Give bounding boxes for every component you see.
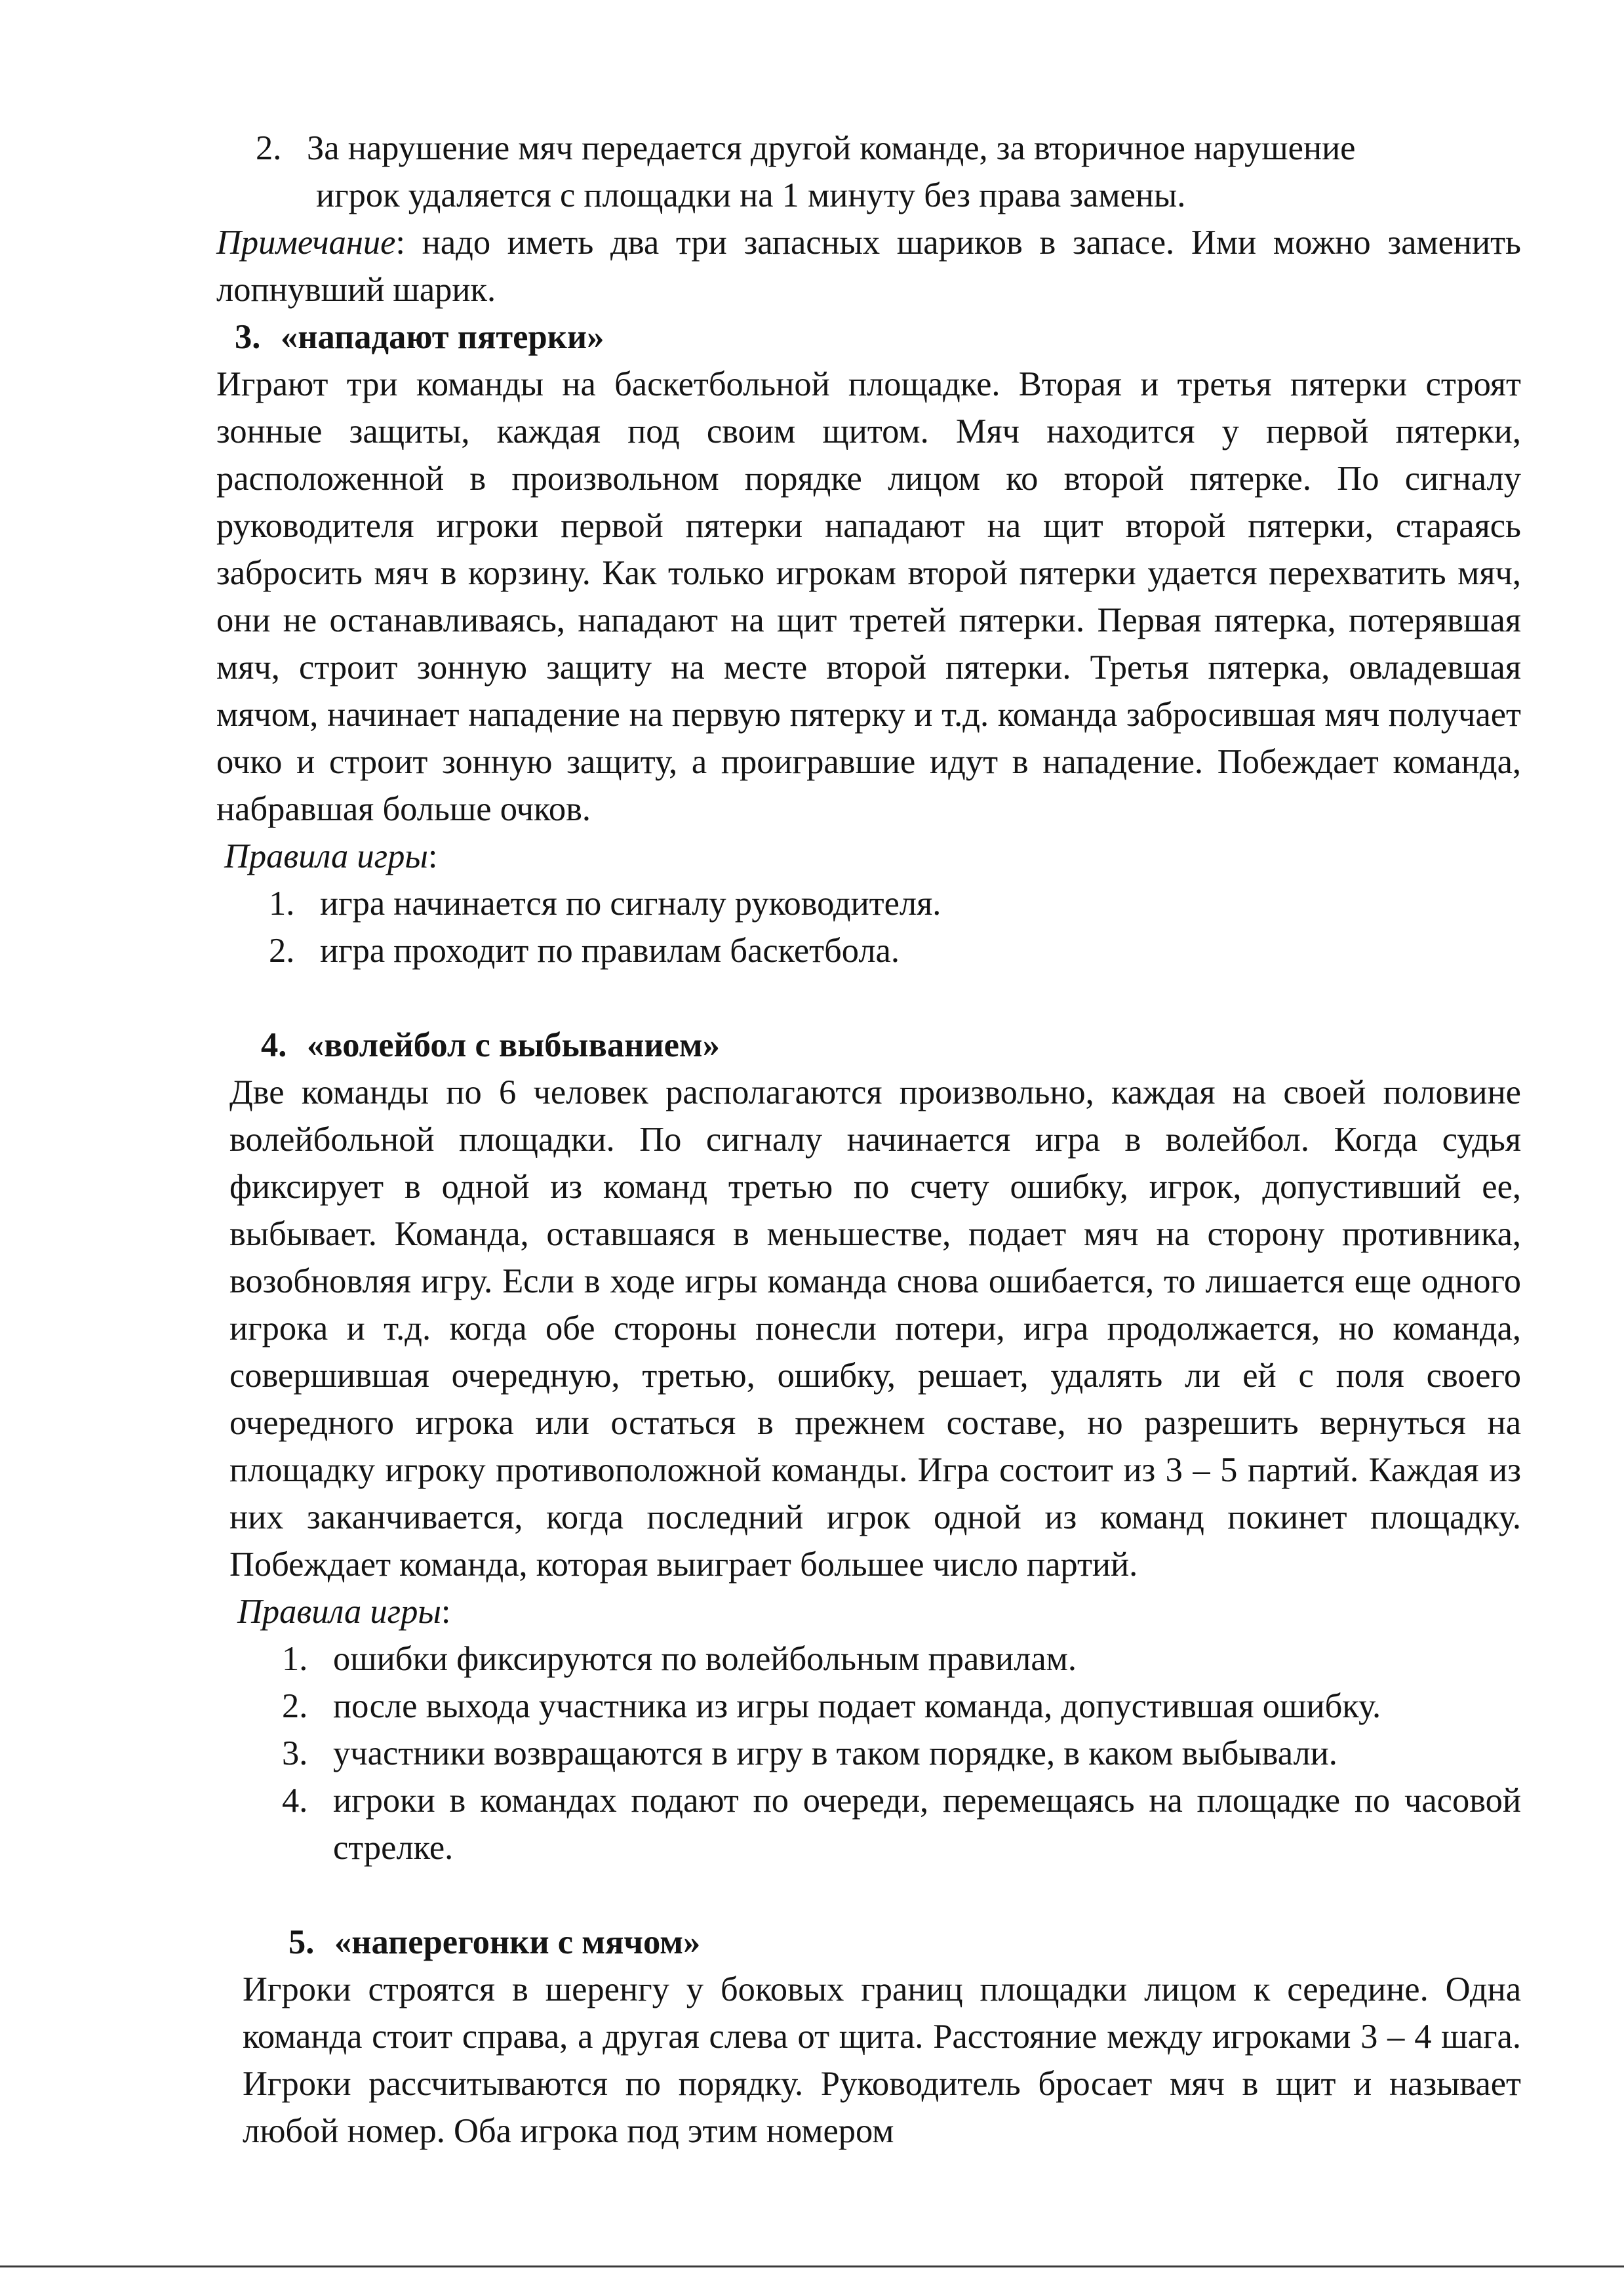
note-paragraph (216, 219, 1521, 313)
document-page (216, 125, 1521, 2155)
page-bottom-edge (0, 2265, 1624, 2267)
section-title: «нападают пятерки» (281, 318, 604, 356)
list-item: 4. игроки в командах подают по очереди, перемещаясь на площадке по часовой стрелке. (282, 1782, 1521, 1867)
list-item: 1. ошибки фиксируются по волейбольным правилам. (282, 1640, 1077, 1678)
section-number: 3. (235, 318, 261, 356)
section-3-rules-list (269, 880, 1521, 974)
list-item: 2. после выхода участника из игры подает команда, допустившая ошибку. (282, 1687, 1381, 1725)
spacer (216, 1871, 1521, 1919)
list-text: За нарушение мяч передается другой команде, за вторичное нарушение игрок удаляется с площадки на 1 минуту без права замены. (307, 129, 1356, 214)
section-5-body: Игроки строятся в шеренгу у боковых границ площадки лицом к середине. Одна команда стоит справа, а другая слева от щита. Расстояние между игроками 3 – 4 шага. Игроки рассчитываются по порядку. Руководитель бросает мяч в щит и называет любой номер. Оба игрока под этим номером (243, 1970, 1521, 2150)
section-title: «наперегонки с мячом» (334, 1923, 701, 1961)
section-4-heading (261, 1022, 1521, 1069)
section-4-rules-label: Правила игры: (237, 1593, 451, 1631)
spacer (216, 974, 1521, 1022)
section-5-heading (288, 1919, 1521, 1966)
note-text: : надо иметь два три запасных шариков в запасе. Ими можно заменить лопнувший шарик. (216, 224, 1521, 309)
section-4-rules-list (282, 1635, 1521, 1871)
section-title: «волейбол с выбыванием» (307, 1026, 720, 1064)
intro-list-item (256, 125, 1521, 219)
list-item: 3. участники возвращаются в игру в таком порядке, в каком выбывали. (282, 1734, 1337, 1772)
section-3-heading (235, 313, 1521, 361)
section-4-body: Две команды по 6 человек располагаются произвольно, каждая на своей половине волейбольной площадки. По сигналу начинается игра в волейбол. Когда судья фиксирует в одной из команд третью по счету ошибку, игрок, допустивший ее, выбывает. Команда, оставшаяся в меньшестве, подает мяч на сторону противника, возобновляя игру. Если в ходе игры команда снова ошибается, то лишается еще одного игрока и т.д. когда обе стороны понесли потери, игра продолжается, но команда, совершившая очередную, третью, ошибку, решает, удалять ли ей с поля своего очередного игрока или остаться в прежнем составе, но разрешить вернуться на площадку игроку противоположной команды. Игра состоит из 3 – 5 партий. Каждая из них заканчивается, когда последний игрок одной из команд покинет площадку. Побеждает команда, которая выиграет большее число партий. (229, 1073, 1521, 1584)
section-number: 5. (288, 1923, 315, 1961)
list-number: 2. (256, 129, 282, 167)
list-item: 1. игра начинается по сигналу руководителя. (269, 885, 941, 923)
section-3-rules-label: Правила игры: (224, 837, 438, 875)
section-3-body: Играют три команды на баскетбольной площадке. Вторая и третья пятерки строят зонные защиты, каждая под своим щитом. Мяч находится у первой пятерки, расположенной в произвольном порядке лицом ко второй пятерке. По сигналу руководителя игроки первой пятерки нападают на щит второй пятерки, стараясь забросить мяч в корзину. Как только игрокам второй пятерки удается перехватить мяч, они не останавливаясь, нападают на щит третей пятерки. Первая пятерка, потерявшая мяч, строит зонную защиту на месте второй пятерки. Третья пятерка, овладевшая мячом, начинает нападение на первую пятерку и т.д. команда забросившая мяч получает очко и строит зонную защиту, а проигравшие идут в нападение. Побеждает команда, набравшая больше очков. (216, 365, 1521, 828)
note-label: Примечание (216, 224, 396, 262)
section-number: 4. (261, 1026, 287, 1064)
list-item: 2. игра проходит по правилам баскетбола. (269, 932, 900, 970)
